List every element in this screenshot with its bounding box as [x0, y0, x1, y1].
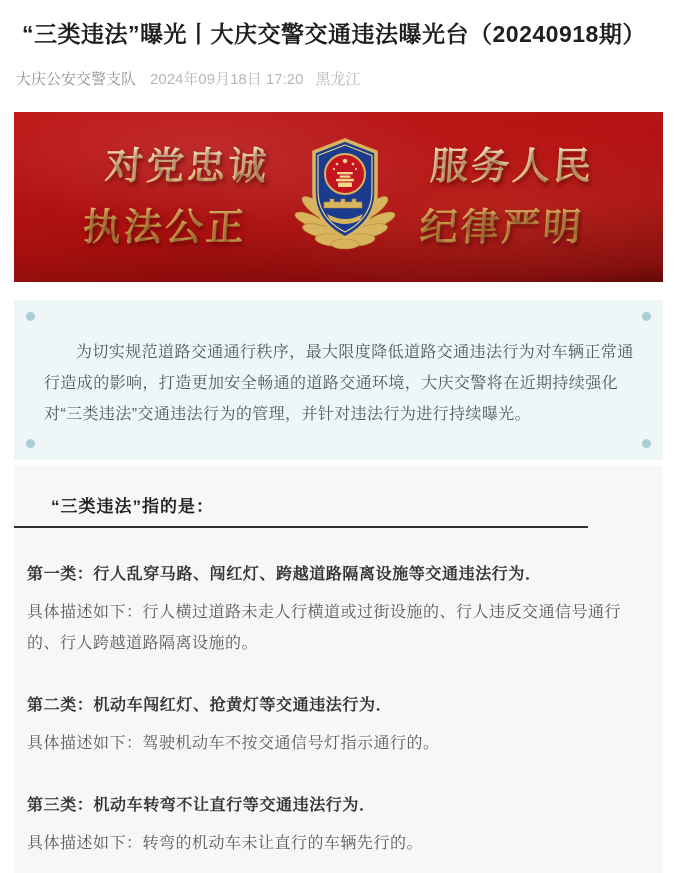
corner-dot-icon	[642, 439, 651, 448]
publish-location: 黑龙江	[315, 71, 361, 89]
slogan-right-line2: 纪律严明	[417, 206, 585, 249]
category-description: 具体描述如下：转弯的机动车未让直行的车辆先行的。	[27, 835, 424, 853]
category-item-1	[27, 563, 641, 659]
category-item-2	[27, 694, 641, 759]
page-title: “三类违法”曝光丨大庆交警交通违法曝光台（20240918期）	[22, 21, 646, 47]
slogan-left-line2: 执法公正	[81, 206, 249, 249]
intro-box	[14, 300, 663, 460]
account-name-link[interactable]: 大庆公安交警支队	[16, 71, 137, 89]
byline	[16, 68, 663, 89]
corner-dot-icon	[26, 439, 35, 448]
category-title: 第三类：机动车转弯不让直行等交通违法行为．	[27, 797, 376, 815]
category-item-3	[27, 794, 641, 859]
three-violations-section	[14, 466, 663, 873]
category-title: 第一类：行人乱穿马路、闯红灯、跨越道路隔离设施等交通违法行为．	[27, 566, 542, 584]
police-banner-image	[14, 112, 663, 282]
category-description: 具体描述如下：行人横过道路未走人行横道或过街设施的、行人违反交通信号通行的、行人跨越道路隔离设施的。	[27, 604, 622, 653]
category-description: 具体描述如下：驾驶机动车不按交通信号灯指示通行的。	[27, 735, 440, 753]
police-badge-icon	[294, 136, 396, 259]
slogan-left	[81, 137, 272, 259]
intro-paragraph: 为切实规范道路交通通行秩序，最大限度降低道路交通违法行为对车辆正常通行造成的影响，打造更加安全畅通的道路交通环境，大庆交警将在近期持续强化对“三类违法”交通违法行为的管理，并针对违法行为进行持续曝光。	[44, 344, 634, 424]
slogan-left-line1: 对党忠诚	[104, 145, 272, 188]
category-title: 第二类：机动车闯红灯、抢黄灯等交通违法行为．	[27, 697, 393, 715]
corner-dot-icon	[26, 312, 35, 321]
slogan-right-line1: 服务人民	[428, 145, 596, 188]
publish-date: 2024年09月18日 17:20	[150, 71, 304, 89]
category-list	[14, 563, 663, 859]
corner-dot-icon	[642, 312, 651, 321]
slogan-right	[417, 137, 596, 259]
section-heading: “三类违法”指的是：	[14, 466, 588, 528]
